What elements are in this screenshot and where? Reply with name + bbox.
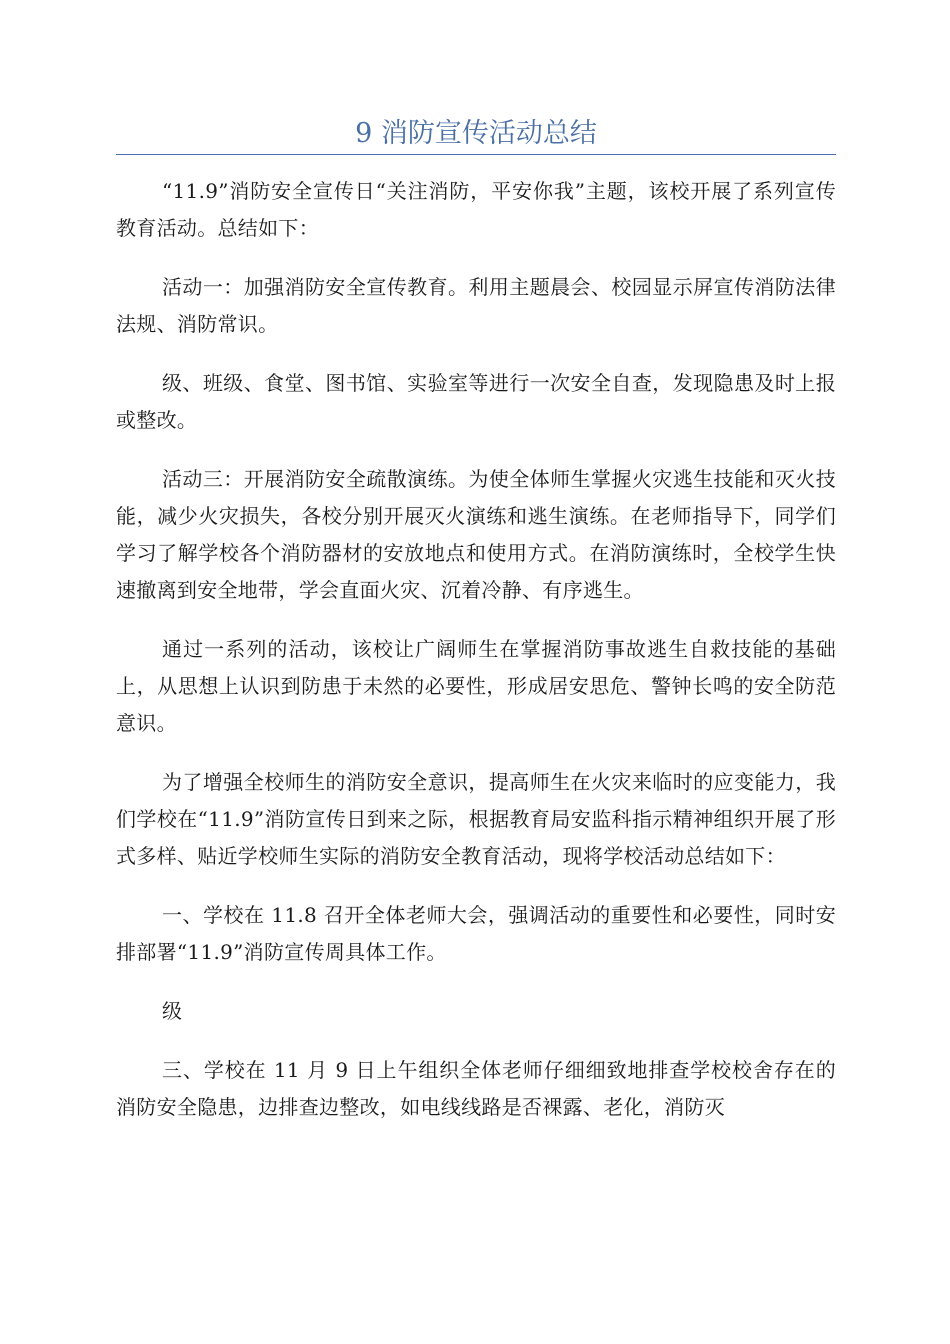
paragraph-item-three: 三、学校在 11 月 9 日上午组织全体老师仔细细致地排查学校校舍存在的消防安全隐患，边排查边整改，如电线线路是否裸露、老化，消防灭 bbox=[116, 1058, 836, 1119]
title-underline bbox=[116, 154, 836, 155]
paragraph-intro: “11.9”消防安全宣传日“关注消防，平安你我”主题，该校开展了系列宣传教育活动。总结如下： bbox=[116, 179, 836, 240]
paragraph-summary: 通过一系列的活动，该校让广阔师生在掌握消防事故逃生自救技能的基础上，从思想上认识到防患于未然的必要性，形成居安思危、警钟长鸣的安全防范意识。 bbox=[116, 637, 836, 735]
paragraph-item-one: 一、学校在 11.8 召开全体老师大会，强调活动的重要性和必要性，同时安排部署“11.9”消防宣传周具体工作。 bbox=[116, 903, 836, 964]
paragraph-self-check: 级、班级、食堂、图书馆、实验室等进行一次安全自查，发现隐患及时上报或整改。 bbox=[116, 371, 836, 432]
paragraph-activity-one: 活动一：加强消防安全宣传教育。利用主题晨会、校园显示屏宣传消防法律法规、消防常识。 bbox=[116, 275, 836, 336]
document-body bbox=[116, 173, 836, 1148]
paragraph-second-intro: 为了增强全校师生的消防安全意识，提高师生在火灾来临时的应变能力，我们学校在“11.9”消防宣传日到来之际，根据教育局安监科指示精神组织开展了形式多样、贴近学校师生实际的消防安全教育活动，现将学校活动总结如下： bbox=[116, 770, 836, 868]
paragraph-item-fragment: 级 bbox=[162, 999, 183, 1023]
paragraph-activity-three: 活动三：开展消防安全疏散演练。为使全体师生掌握火灾逃生技能和灭火技能，减少火灾损失，各校分别开展灭火演练和逃生演练。在老师指导下，同学们学习了解学校各个消防器材的安放地点和使用方式。在消防演练时，全校学生快速撤离到安全地带，学会直面火灾、沉着冷静、有序逃生。 bbox=[116, 467, 836, 602]
document-title: 9 消防宣传活动总结 bbox=[355, 118, 597, 149]
